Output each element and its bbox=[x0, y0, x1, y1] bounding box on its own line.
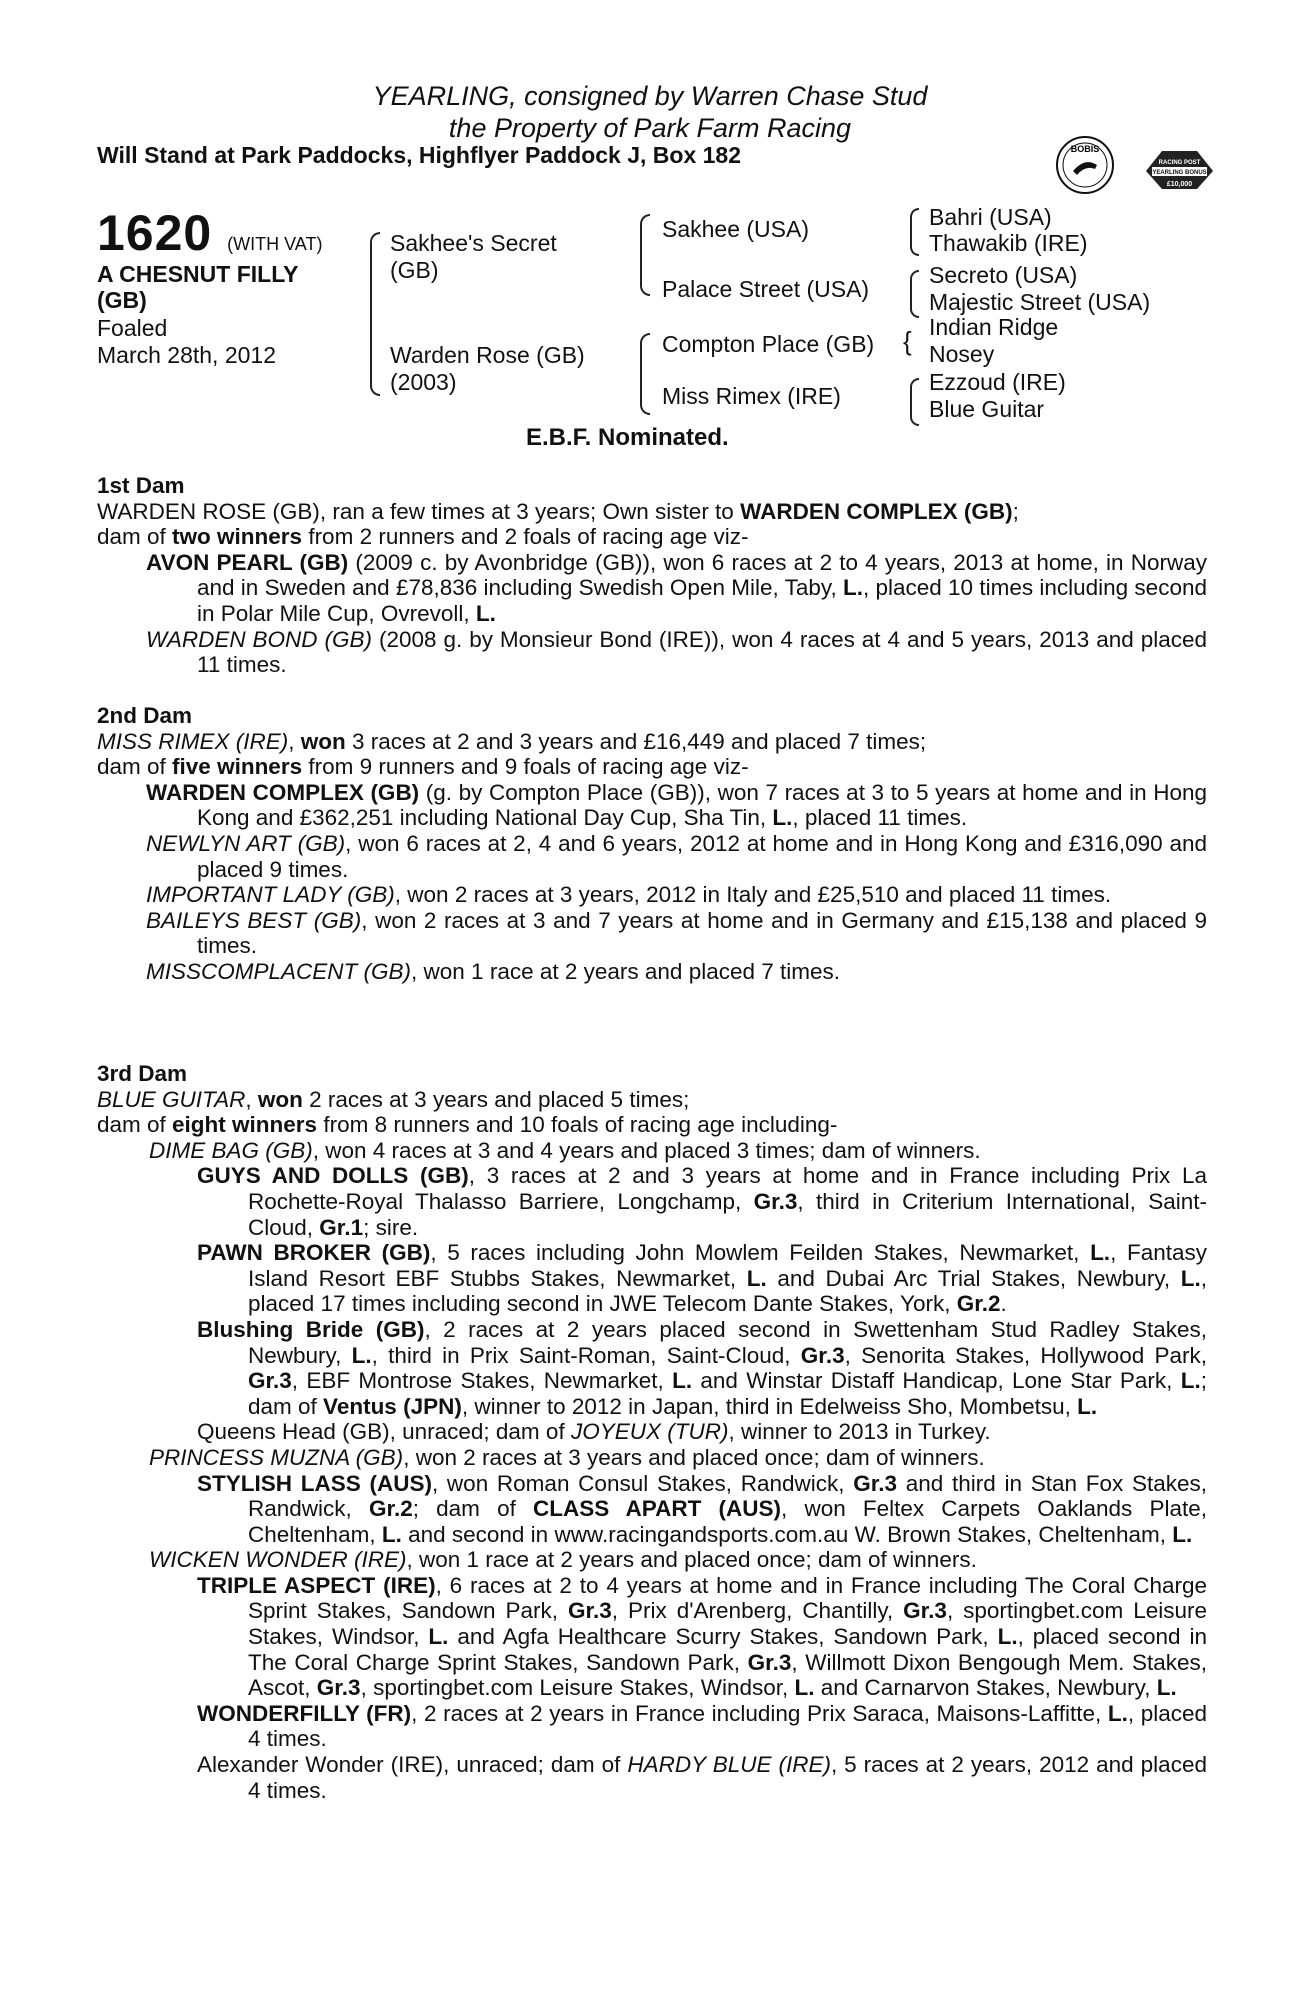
sire-brace bbox=[640, 214, 650, 296]
grand-produce-entry: Alexander Wonder (IRE), unraced; dam of HARDY BLUE (IRE), 5 races at 2 years, 2012 and placed 4 times. bbox=[197, 1752, 1207, 1803]
dam-brace bbox=[640, 333, 650, 415]
sire-name: Sakhee's Secret bbox=[390, 230, 557, 256]
vat-label: (WITH VAT) bbox=[227, 234, 323, 254]
second-dam-line: MISS RIMEX (IRE), won 3 races at 2 and 3 years and £16,449 and placed 7 times; bbox=[97, 728, 927, 754]
dsd: Nosey bbox=[929, 341, 995, 367]
foaled-label: Foaled bbox=[97, 315, 168, 341]
consignor-line: YEARLING, consigned by Warren Chase Stud bbox=[372, 81, 928, 111]
sire-country: (GB) bbox=[390, 257, 439, 283]
grand-produce-entry: GUYS AND DOLLS (GB), 3 races at 2 and 3 years at home and in France including Prix La Rochette-Royal Thalasso Barriere, Longchamp, Gr.3, third in Criterium International, Saint-Cloud, Gr.1; sire. bbox=[197, 1163, 1207, 1240]
sire-sire: Sakhee (USA) bbox=[662, 216, 810, 242]
produce-entry: IMPORTANT LADY (GB), won 2 races at 3 years, 2012 in Italy and £25,510 and placed 11 times. bbox=[146, 882, 1112, 908]
third-dam-produce-line: dam of eight winners from 8 runners and 10 foals of racing age including- bbox=[97, 1112, 838, 1138]
svg-text:RACING POST: RACING POST bbox=[1158, 160, 1201, 166]
produce-entry: WARDEN COMPLEX (GB) (g. by Compton Place (GB)), won 7 races at 3 to 5 years at home and in Hong Kong and £362,251 including National Day Cup, Sha Tin, L., placed 11 times. bbox=[146, 779, 1207, 831]
dam-year: (2003) bbox=[390, 369, 457, 395]
first-dam-line: WARDEN ROSE (GB), ran a few times at 3 years; Own sister to WARDEN COMPLEX (GB); bbox=[97, 498, 1019, 524]
foaled-date: March 28th, 2012 bbox=[97, 342, 277, 368]
grand-produce-entry: STYLISH LASS (AUS), won Roman Consul Stakes, Randwick, Gr.3 and third in Stan Fox Stakes, Randwick, Gr.2; dam of CLASS APART (AUS), won Feltex Carpets Oaklands Plate, Cheltenham, L. and second in www.racingandsports.com.au W. Brown Stakes, Cheltenham, L. bbox=[197, 1470, 1207, 1547]
grand-produce-entry: TRIPLE ASPECT (IRE), 6 races at 2 to 4 years at home and in France including The Coral Charge Sprint Stakes, Sandown Park, Gr.3, Prix d'Arenberg, Chantilly, Gr.3, sportingbet.com Leisure Stakes, Windsor, L. and Agfa Healthcare Scurry Stakes, Sandown Park, L., placed second in The Coral Charge Sprint Stakes, Sandown Park, Gr.3, Willmott Dixon Bengough Mem. Stakes, Ascot, Gr.3, sportingbet.com Leisure Stakes, Windsor, L. and Carnarvon Stakes, Newbury, L. bbox=[197, 1572, 1207, 1701]
brace-3c: { bbox=[903, 326, 912, 356]
produce-entry: DIME BAG (GB), won 4 races at 3 and 4 years and placed 3 times; dam of winners. bbox=[149, 1137, 981, 1163]
stand-location: Will Stand at Park Paddocks, Highflyer Paddock J, Box 182 bbox=[97, 142, 741, 168]
lot-number-block bbox=[97, 205, 323, 269]
lot-country: (GB) bbox=[97, 287, 147, 313]
lot-description: A CHESNUT FILLY bbox=[97, 261, 299, 287]
produce-entry: WARDEN BOND (GB) (2008 g. by Monsieur Bond (IRE)), won 4 races at 4 and 5 years, 2013 and placed 11 times. bbox=[146, 626, 1207, 678]
sdd: Majestic Street (USA) bbox=[929, 289, 1151, 315]
third-dam-section bbox=[97, 1061, 1207, 1803]
produce-entry: MISSCOMPLACENT (GB), won 1 race at 2 years and placed 7 times. bbox=[146, 958, 841, 984]
brace-3a bbox=[910, 208, 919, 256]
produce-entry: NEWLYN ART (GB), won 6 races at 2, 4 and 6 years, 2012 at home and in Hong Kong and £316,090 and placed 9 times. bbox=[146, 830, 1207, 882]
yearling-bonus-badge-icon bbox=[1142, 145, 1217, 197]
dam-dam: Miss Rimex (IRE) bbox=[662, 383, 841, 409]
brace-3b bbox=[910, 270, 919, 318]
bobis-label: BOBIS bbox=[1070, 144, 1100, 154]
third-dam-heading: 3rd Dam bbox=[97, 1061, 188, 1086]
second-dam-produce-line: dam of five winners from 9 runners and 9 foals of racing age viz- bbox=[97, 754, 749, 780]
pedigree-brace bbox=[370, 232, 380, 396]
second-dam-heading: 2nd Dam bbox=[97, 703, 193, 728]
dam-name: Warden Rose (GB) bbox=[390, 342, 585, 368]
third-dam-line: BLUE GUITAR, won 2 races at 3 years and placed 5 times; bbox=[97, 1086, 690, 1112]
produce-entry: WICKEN WONDER (IRE), won 1 race at 2 years and placed once; dam of winners. bbox=[149, 1547, 977, 1573]
sss: Bahri (USA) bbox=[929, 204, 1052, 230]
produce-entry: AVON PEARL (GB) (2009 c. by Avonbridge (GB)), won 6 races at 2 to 4 years, 2013 at home, in Norway and in Sweden and £78,836 including Swedish Open Mile, Taby, L., placed 10 times including second in Polar Mile Cup, Ovrevoll, L. bbox=[146, 549, 1207, 626]
sire-dam: Palace Street (USA) bbox=[662, 276, 870, 302]
sds: Secreto (USA) bbox=[929, 262, 1078, 288]
property-line: the Property of Park Farm Racing bbox=[448, 113, 852, 143]
produce-entry: PRINCESS MUZNA (GB), won 2 races at 3 years and placed once; dam of winners. bbox=[149, 1444, 985, 1470]
second-dam-section bbox=[97, 703, 1207, 985]
grand-produce-entry: PAWN BROKER (GB), 5 races including John Mowlem Feilden Stakes, Newmarket, L., Fantasy Island Resort EBF Stubbs Stakes, Newmarket, L. and Dubai Arc Trial Stakes, Newbury, L., placed 17 times including second in JWE Telecom Dante Stakes, York, Gr.2. bbox=[197, 1240, 1208, 1317]
lot-number: 1620 bbox=[97, 205, 213, 261]
ddd: Blue Guitar bbox=[929, 396, 1045, 422]
dds: Ezzoud (IRE) bbox=[929, 369, 1066, 395]
grand-produce-entry: Queens Head (GB), unraced; dam of JOYEUX (TUR), winner to 2013 in Turkey. bbox=[197, 1419, 991, 1445]
dam-sire: Compton Place (GB) bbox=[662, 331, 875, 357]
first-dam-produce-line: dam of two winners from 2 runners and 2 foals of racing age viz- bbox=[97, 524, 749, 550]
produce-entry: BAILEYS BEST (GB), won 2 races at 3 and 7 years at home and in Germany and £15,138 and placed 9 times. bbox=[146, 907, 1207, 959]
svg-text:£10,000: £10,000 bbox=[1166, 181, 1193, 188]
brace-3d bbox=[910, 378, 919, 426]
grand-produce-entry: Blushing Bride (GB), 2 races at 2 years placed second in Swettenham Stud Radley Stakes, Newbury, L., third in Prix Saint-Roman, Saint-Cloud, Gr.3, Senorita Stakes, Hollywood Park, Gr.3, EBF Montrose Stakes, Newmarket, L. and Winstar Distaff Handicap, Lone Star Park, L.; dam of Ventus (JPN), winner to 2012 in Japan, third in Edelweiss Sho, Mombetsu, L. bbox=[197, 1316, 1207, 1419]
svg-text:YEARLING BONUS: YEARLING BONUS bbox=[1152, 170, 1207, 176]
first-dam-heading: 1st Dam bbox=[97, 473, 185, 498]
grand-produce-entry: WONDERFILLY (FR), 2 races at 2 years in France including Prix Saraca, Maisons-Laffitte, L., placed 4 times. bbox=[197, 1700, 1207, 1752]
bobis-badge-icon bbox=[1055, 135, 1115, 195]
ssd: Thawakib (IRE) bbox=[929, 230, 1088, 256]
first-dam-section bbox=[97, 473, 1207, 678]
dss: Indian Ridge bbox=[929, 314, 1059, 340]
ebf-nominated: E.B.F. Nominated. bbox=[526, 424, 729, 451]
